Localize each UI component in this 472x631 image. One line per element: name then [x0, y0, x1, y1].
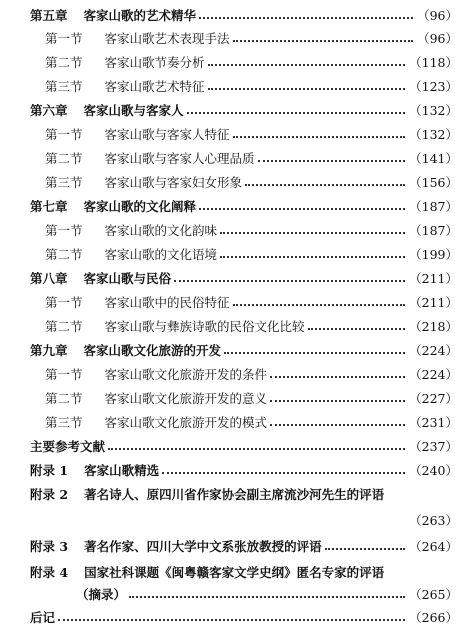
entry-title: 客家山歌文化旅游开发的意义 — [104, 391, 268, 406]
toc-entry-section[interactable] — [0, 124, 472, 146]
entry-title: 客家山歌与客家人 — [83, 103, 184, 118]
page-number: （227） — [409, 391, 458, 406]
entry-number: 附录 4 — [30, 565, 69, 580]
page-number: （263） — [409, 513, 458, 528]
entry-title: 客家山歌与民俗 — [83, 271, 172, 286]
dot-leader — [233, 40, 414, 42]
page-number: （132） — [409, 127, 458, 142]
entry-title: 客家山歌中的民俗特征 — [104, 295, 230, 310]
page-number: （237） — [409, 439, 458, 454]
entry-number: 附录 3 — [30, 539, 69, 554]
entry-title: 客家山歌与客家妇女形象 — [104, 175, 243, 190]
page-number: （199） — [409, 247, 458, 262]
entry-title: 客家山歌艺术特征 — [104, 79, 205, 94]
entry-title: 著名作家、四川大学中文系张放教授的评语 — [84, 539, 322, 554]
page-number: （211） — [409, 271, 458, 286]
entry-number: 第六章 — [30, 103, 68, 118]
entry-number: 第八章 — [30, 271, 68, 286]
entry-number: 第一节 — [45, 223, 83, 238]
page-number: （266） — [409, 610, 458, 625]
entry-title: 主要参考文献 — [30, 439, 106, 454]
toc-entry-references[interactable] — [0, 436, 472, 458]
page-number: （118） — [409, 55, 458, 70]
page-number: （218） — [409, 319, 458, 334]
entry-number: 第五章 — [30, 8, 68, 23]
entry-title: 客家山歌精选 — [84, 463, 160, 478]
page-number: （96） — [417, 31, 458, 46]
toc-entry-appendix4[interactable] — [0, 562, 472, 584]
entry-number: 第三节 — [45, 415, 83, 430]
entry-number: 第一节 — [45, 127, 83, 142]
entry-title: 客家山歌的艺术精华 — [83, 8, 197, 23]
entry-number: 第一节 — [45, 367, 83, 382]
toc-entry-appendix2[interactable] — [0, 484, 472, 506]
dot-leader — [245, 184, 405, 186]
entry-title: 客家山歌节奏分析 — [104, 55, 205, 70]
toc-entry-chapter6[interactable] — [0, 100, 472, 122]
entry-number: 第二节 — [45, 391, 83, 406]
toc-entry-appendix4-cont[interactable] — [0, 584, 472, 606]
dot-leader — [270, 376, 405, 378]
toc-entry-section[interactable] — [0, 28, 472, 50]
dot-leader — [325, 548, 406, 550]
entry-number: 第二节 — [45, 55, 83, 70]
dot-leader — [224, 352, 405, 354]
dot-leader — [208, 88, 406, 90]
page-number: （123） — [409, 79, 458, 94]
toc-entry-appendix3[interactable] — [0, 536, 472, 558]
toc-entry-section[interactable] — [0, 244, 472, 266]
entry-number: 第一节 — [45, 31, 83, 46]
toc-entry-chapter5[interactable] — [0, 5, 472, 27]
page-number: （224） — [409, 343, 458, 358]
entry-title: 客家山歌艺术表现手法 — [104, 31, 230, 46]
toc-entry-chapter7[interactable] — [0, 196, 472, 218]
entry-title: 客家山歌与客家人特征 — [104, 127, 230, 142]
dot-leader — [162, 472, 405, 474]
entry-title: 客家山歌与彝族诗歌的民俗文化比较 — [104, 319, 305, 334]
toc-entry-chapter8[interactable] — [0, 268, 472, 290]
entry-title: 国家社科课题《闽粤赣客家文学史纲》匿名专家的评语 — [84, 565, 385, 580]
entry-title: 客家山歌的文化语境 — [104, 247, 218, 262]
entry-title: 客家山歌的文化韵味 — [104, 223, 218, 238]
entry-number: 附录 2 — [30, 487, 69, 502]
dot-leader — [174, 280, 405, 282]
entry-number: 第七章 — [30, 199, 68, 214]
dot-leader — [308, 328, 406, 330]
dot-leader — [233, 136, 406, 138]
toc-entry-postscript[interactable] — [0, 607, 472, 629]
toc-entry-section[interactable] — [0, 76, 472, 98]
toc-entry-section[interactable] — [0, 220, 472, 242]
dot-leader — [58, 619, 405, 621]
dot-leader — [208, 64, 406, 66]
entry-title: （摘录） — [76, 587, 127, 602]
dot-leader — [220, 232, 405, 234]
entry-title: 著名诗人、原四川省作家协会副主席流沙河先生的评语 — [84, 487, 385, 502]
entry-number: 第九章 — [30, 343, 68, 358]
entry-number: 第二节 — [45, 319, 83, 334]
entry-number: 第二节 — [45, 151, 83, 166]
toc-entry-section[interactable] — [0, 52, 472, 74]
toc-entry-appendix2-page[interactable] — [0, 510, 472, 532]
page-number: （231） — [409, 415, 458, 430]
entry-number: 第二节 — [45, 247, 83, 262]
toc-entry-section[interactable] — [0, 148, 472, 170]
entry-title: 客家山歌文化旅游的开发 — [83, 343, 222, 358]
page-number: （265） — [409, 587, 458, 602]
page-number: （132） — [409, 103, 458, 118]
entry-number: 第一节 — [45, 295, 83, 310]
page-number: （211） — [409, 295, 458, 310]
toc-entry-section[interactable] — [0, 316, 472, 338]
entry-title: 后记 — [30, 610, 56, 625]
toc-entry-section[interactable] — [0, 364, 472, 386]
entry-title: 客家山歌文化旅游开发的模式 — [104, 415, 268, 430]
dot-leader — [199, 17, 413, 19]
dot-leader — [258, 160, 406, 162]
dot-leader — [187, 112, 406, 114]
toc-entry-section[interactable] — [0, 172, 472, 194]
dot-leader — [108, 448, 405, 450]
page-number: （156） — [409, 175, 458, 190]
entry-title: 客家山歌文化旅游开发的条件 — [104, 367, 268, 382]
entry-number: 第三节 — [45, 79, 83, 94]
entry-title: 客家山歌与客家人心理品质 — [104, 151, 255, 166]
dot-leader — [129, 596, 405, 598]
toc-entry-section[interactable] — [0, 388, 472, 410]
entry-number: 附录 1 — [30, 463, 69, 478]
dot-leader — [233, 304, 406, 306]
page-number: （224） — [409, 367, 458, 382]
toc-entry-chapter9[interactable] — [0, 340, 472, 362]
page-number: （187） — [409, 223, 458, 238]
page-number: （240） — [409, 463, 458, 478]
toc-entry-section[interactable] — [0, 292, 472, 314]
entry-title: 客家山歌的文化阐释 — [83, 199, 197, 214]
dot-leader — [220, 256, 405, 258]
dot-leader — [199, 208, 405, 210]
dot-leader — [270, 400, 405, 402]
toc-entry-appendix1[interactable] — [0, 460, 472, 482]
page-number: （141） — [409, 151, 458, 166]
entry-number: 第三节 — [45, 175, 83, 190]
page-number: （187） — [409, 199, 458, 214]
dot-leader — [270, 424, 405, 426]
toc-entry-section[interactable] — [0, 412, 472, 434]
page-number: （96） — [417, 8, 458, 23]
page-number: （264） — [409, 539, 458, 554]
